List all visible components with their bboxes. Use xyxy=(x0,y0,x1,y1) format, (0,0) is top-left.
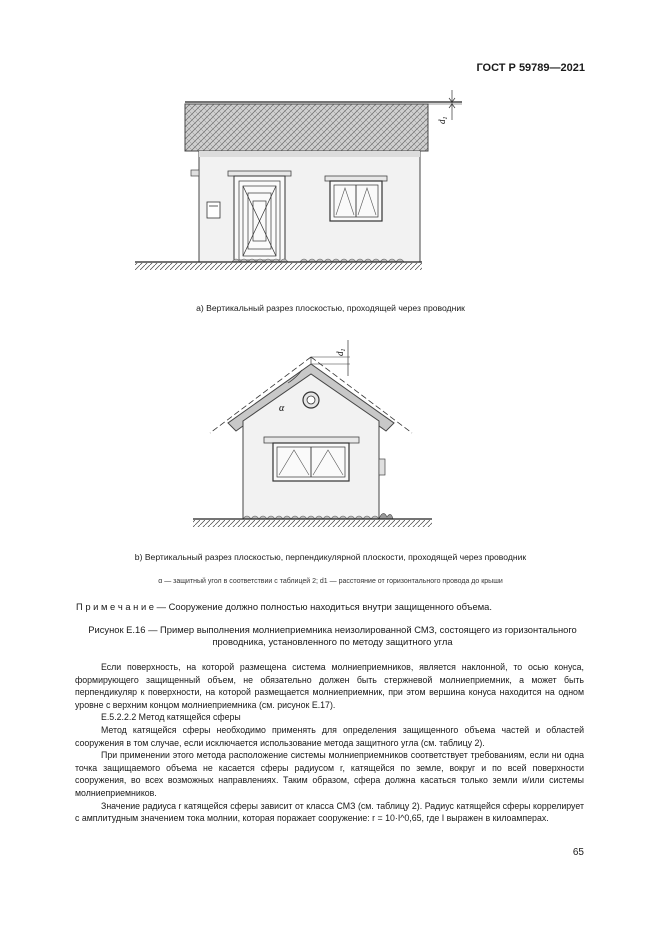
paragraph-1: Если поверхность, на которой размещена система молниеприемников, является наклонной, то осью конуса, формирующего защищенный объем, не обязательно должен быть стержневой молниеприемник, а может быть перпендикуляр к поверхности, на которой размещается молниеприемник, при этом вершина конуса находится на одном уровне с верхним концом молниеприемника (см. рисунок Е.17). xyxy=(75,662,584,710)
paragraph-2: Метод катящейся сферы необходимо применять для определения защищенного объема частей и областей сооружения в том случае, если исключается использование метода защитного угла (см. таблицу 2). xyxy=(75,724,584,748)
caption-a: а) Вертикальный разрез плоскостью, проходящей через проводник xyxy=(196,303,465,313)
standard-number: ГОСТ Р 59789—2021 xyxy=(476,62,585,74)
d1-label-b: $d_1$ xyxy=(335,348,347,356)
figure-note: П р и м е ч а н и е — Сооружение должно полностью находиться внутри защищенного объема. xyxy=(76,601,493,612)
page-number: 65 xyxy=(572,847,584,858)
caption-b: b) Вертикальный разрез плоскостью, перпендикулярной плоскости, проходящей через проводник xyxy=(134,552,527,562)
d1-label-a: $d_1$ xyxy=(437,116,449,124)
figure-legend: α — защитный угол в соответствии с таблицей 2; d1 — расстояние от горизонтального провода до крыши xyxy=(158,578,503,585)
figure-title: Рисунок Е.16 — Пример выполнения молниеприемника неизолированной СМЗ, состоящего из горизонтального проводника, установленного по методу защитного угла xyxy=(88,624,577,647)
paragraph-3: При применении этого метода расположение системы молниеприемников соответствует требованиям, если ни одна точка защищаемого объема не касается сферы радиусом r, катящейся по земле, вокруг и по всей поверхности сооружения, во всех возможных направлениях. Таким образом, сфера должна касаться только земли и/или системы молниеприемников. xyxy=(75,750,584,798)
body-text xyxy=(75,661,584,825)
paragraph-4: Значение радиуса r катящейся сферы зависит от класса СМЗ (см. таблицу 2). Радиус катящейся сферы коррелирует с амплитудным значением тока молнии, которая поражает сооружение: r = 10·I^0,65, где I выражен в килоамперах. xyxy=(75,800,584,824)
section-heading: Е.5.2.2.2 Метод катящейся сферы xyxy=(101,712,241,723)
alpha-label: α xyxy=(279,403,285,414)
